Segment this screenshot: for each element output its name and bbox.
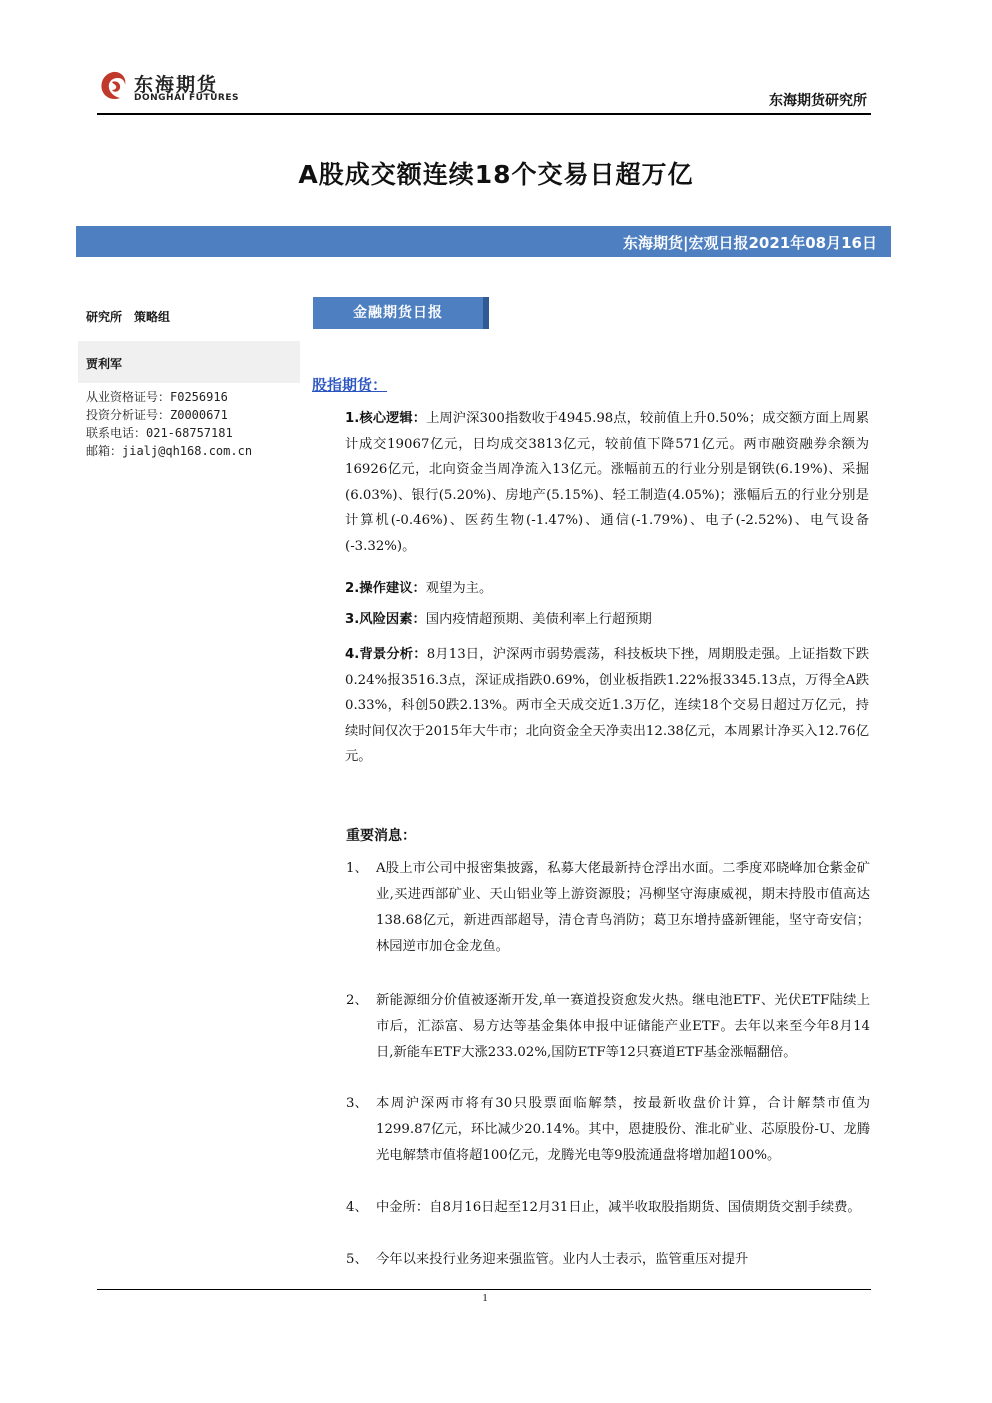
point-text: 国内疫情超预期、美债利率上行超预期 [425,612,652,627]
point-text: 8月13日，沪深两市弱势震荡，科技板块下挫，周期股走强。上证指数下跌0.24%报3516.3点，深证成指跌0.69%，创业板指跌1.22%报3345.13点，万得全A跌0.33%，科创50跌2.13%。两市全天成交近1.3万亿，连续18个交易日超过万亿元，持续时间仅次于2015年大牛市；北向资金全天净卖出12.38亿元，本周累计净买入12.76亿元。 [345,647,869,764]
news-number: 2、 [346,993,368,1008]
point-text: 上周沪深300指数收于4945.98点，较前值上升0.50%；成交额方面上周累计成交19067亿元，日均成交3813亿元，较前值下降571亿元。两市融资融券余额为16926亿元，北向资金当周净流入13亿元。涨幅前五的行业分别是钢铁(6.19%)、采掘(6.03%)、银行(5.20%)、房地产(5.15%)、轻工制造(4.05%)；涨幅后五的行业分别是计算机(-0.46%)、医药生物(-1.47%)、通信(-1.79%)、电子(-2.52%)、电气设备(-3.32%)。 [345,411,869,554]
report-type-tag: 金融期货日报 [313,297,489,329]
point-label: 3.风险因素： [345,612,426,627]
news-item [346,1247,870,1273]
logo-text-cn: 东海期货 [134,74,219,96]
point-risk [345,607,869,633]
point-label: 2.操作建议： [345,581,426,596]
point-text: 观望为主。 [425,581,493,596]
news-heading: 重要消息： [346,828,416,844]
news-item [346,856,870,960]
point-core-logic [345,406,869,559]
news-text: 本周沪深两市将有30只股票面临解禁，按最新收盘价计算，合计解禁市值为1299.87亿元，环比减少20.14%。其中，恩捷股份、淮北矿业、芯原股份-U、龙腾光电解禁市值将超100亿元，龙腾光电等9股流通盘将增加超100%。 [376,1096,870,1163]
news-number: 4、 [346,1200,368,1215]
news-text: 今年以来投行业务迎来强监管。业内人士表示，监管重压对提升 [376,1252,749,1267]
author-info [86,388,252,460]
news-item [346,988,870,1066]
news-text: 中金所：自8月16日起至12月31日止，减半收取股指期货、国债期货交割手续费。 [376,1200,861,1215]
news-number: 5、 [346,1252,368,1267]
department-line [86,308,182,325]
news-number: 3、 [346,1096,368,1111]
point-background [345,642,869,770]
qualification-number: 从业资格证号：F0256916 [86,390,228,404]
point-label: 1.核心逻辑： [345,411,427,426]
department: 研究所 [86,310,123,324]
logo-text-en: DONGHAI FUTURES [134,93,239,103]
news-item [346,1195,870,1221]
institute-name: 东海期货研究所 [769,93,867,109]
news-item [346,1091,870,1169]
phone: 联系电话：021-68757181 [86,426,233,440]
email: 邮箱：jialj@qh168.com.cn [86,444,253,458]
page-number: 1 [482,1292,488,1304]
header-divider [97,113,871,115]
analyst-number: 投资分析证号：Z0000671 [86,408,228,422]
news-text: 新能源细分价值被逐渐开发,单一赛道投资愈发火热。继电池ETF、光伏ETF陆续上市后，汇添富、易方达等基金集体申报中证储能产业ETF。去年以来至今年8月14日,新能车ETF大涨233.02%,国防ETF等12只赛道ETF基金涨幅翻倍。 [376,993,870,1060]
news-text: A股上市公司中报密集披露，私募大佬最新持仓浮出水面。二季度邓晓峰加仓紫金矿业,买进西部矿业、天山铝业等上游资源股；冯柳坚守海康威视，期末持股市值高达138.68亿元，新进西部超导，清仓青鸟消防；葛卫东增持盛新锂能，坚守奇安信；林园逆市加仓金龙鱼。 [376,861,870,954]
point-suggestion [345,576,869,602]
donghai-logo-icon [98,70,128,102]
footer-divider [97,1289,871,1290]
report-title: A股成交额连续18个交易日超万亿 [298,160,694,189]
group: 策略组 [134,310,171,324]
point-label: 4.背景分析： [345,647,427,662]
report-banner [76,226,891,257]
section-heading: 股指期货： [312,376,388,394]
news-number: 1、 [346,861,368,876]
banner-text: 东海期货|宏观日报2021年08月16日 [623,234,877,252]
author-name: 贾利军 [86,357,123,371]
